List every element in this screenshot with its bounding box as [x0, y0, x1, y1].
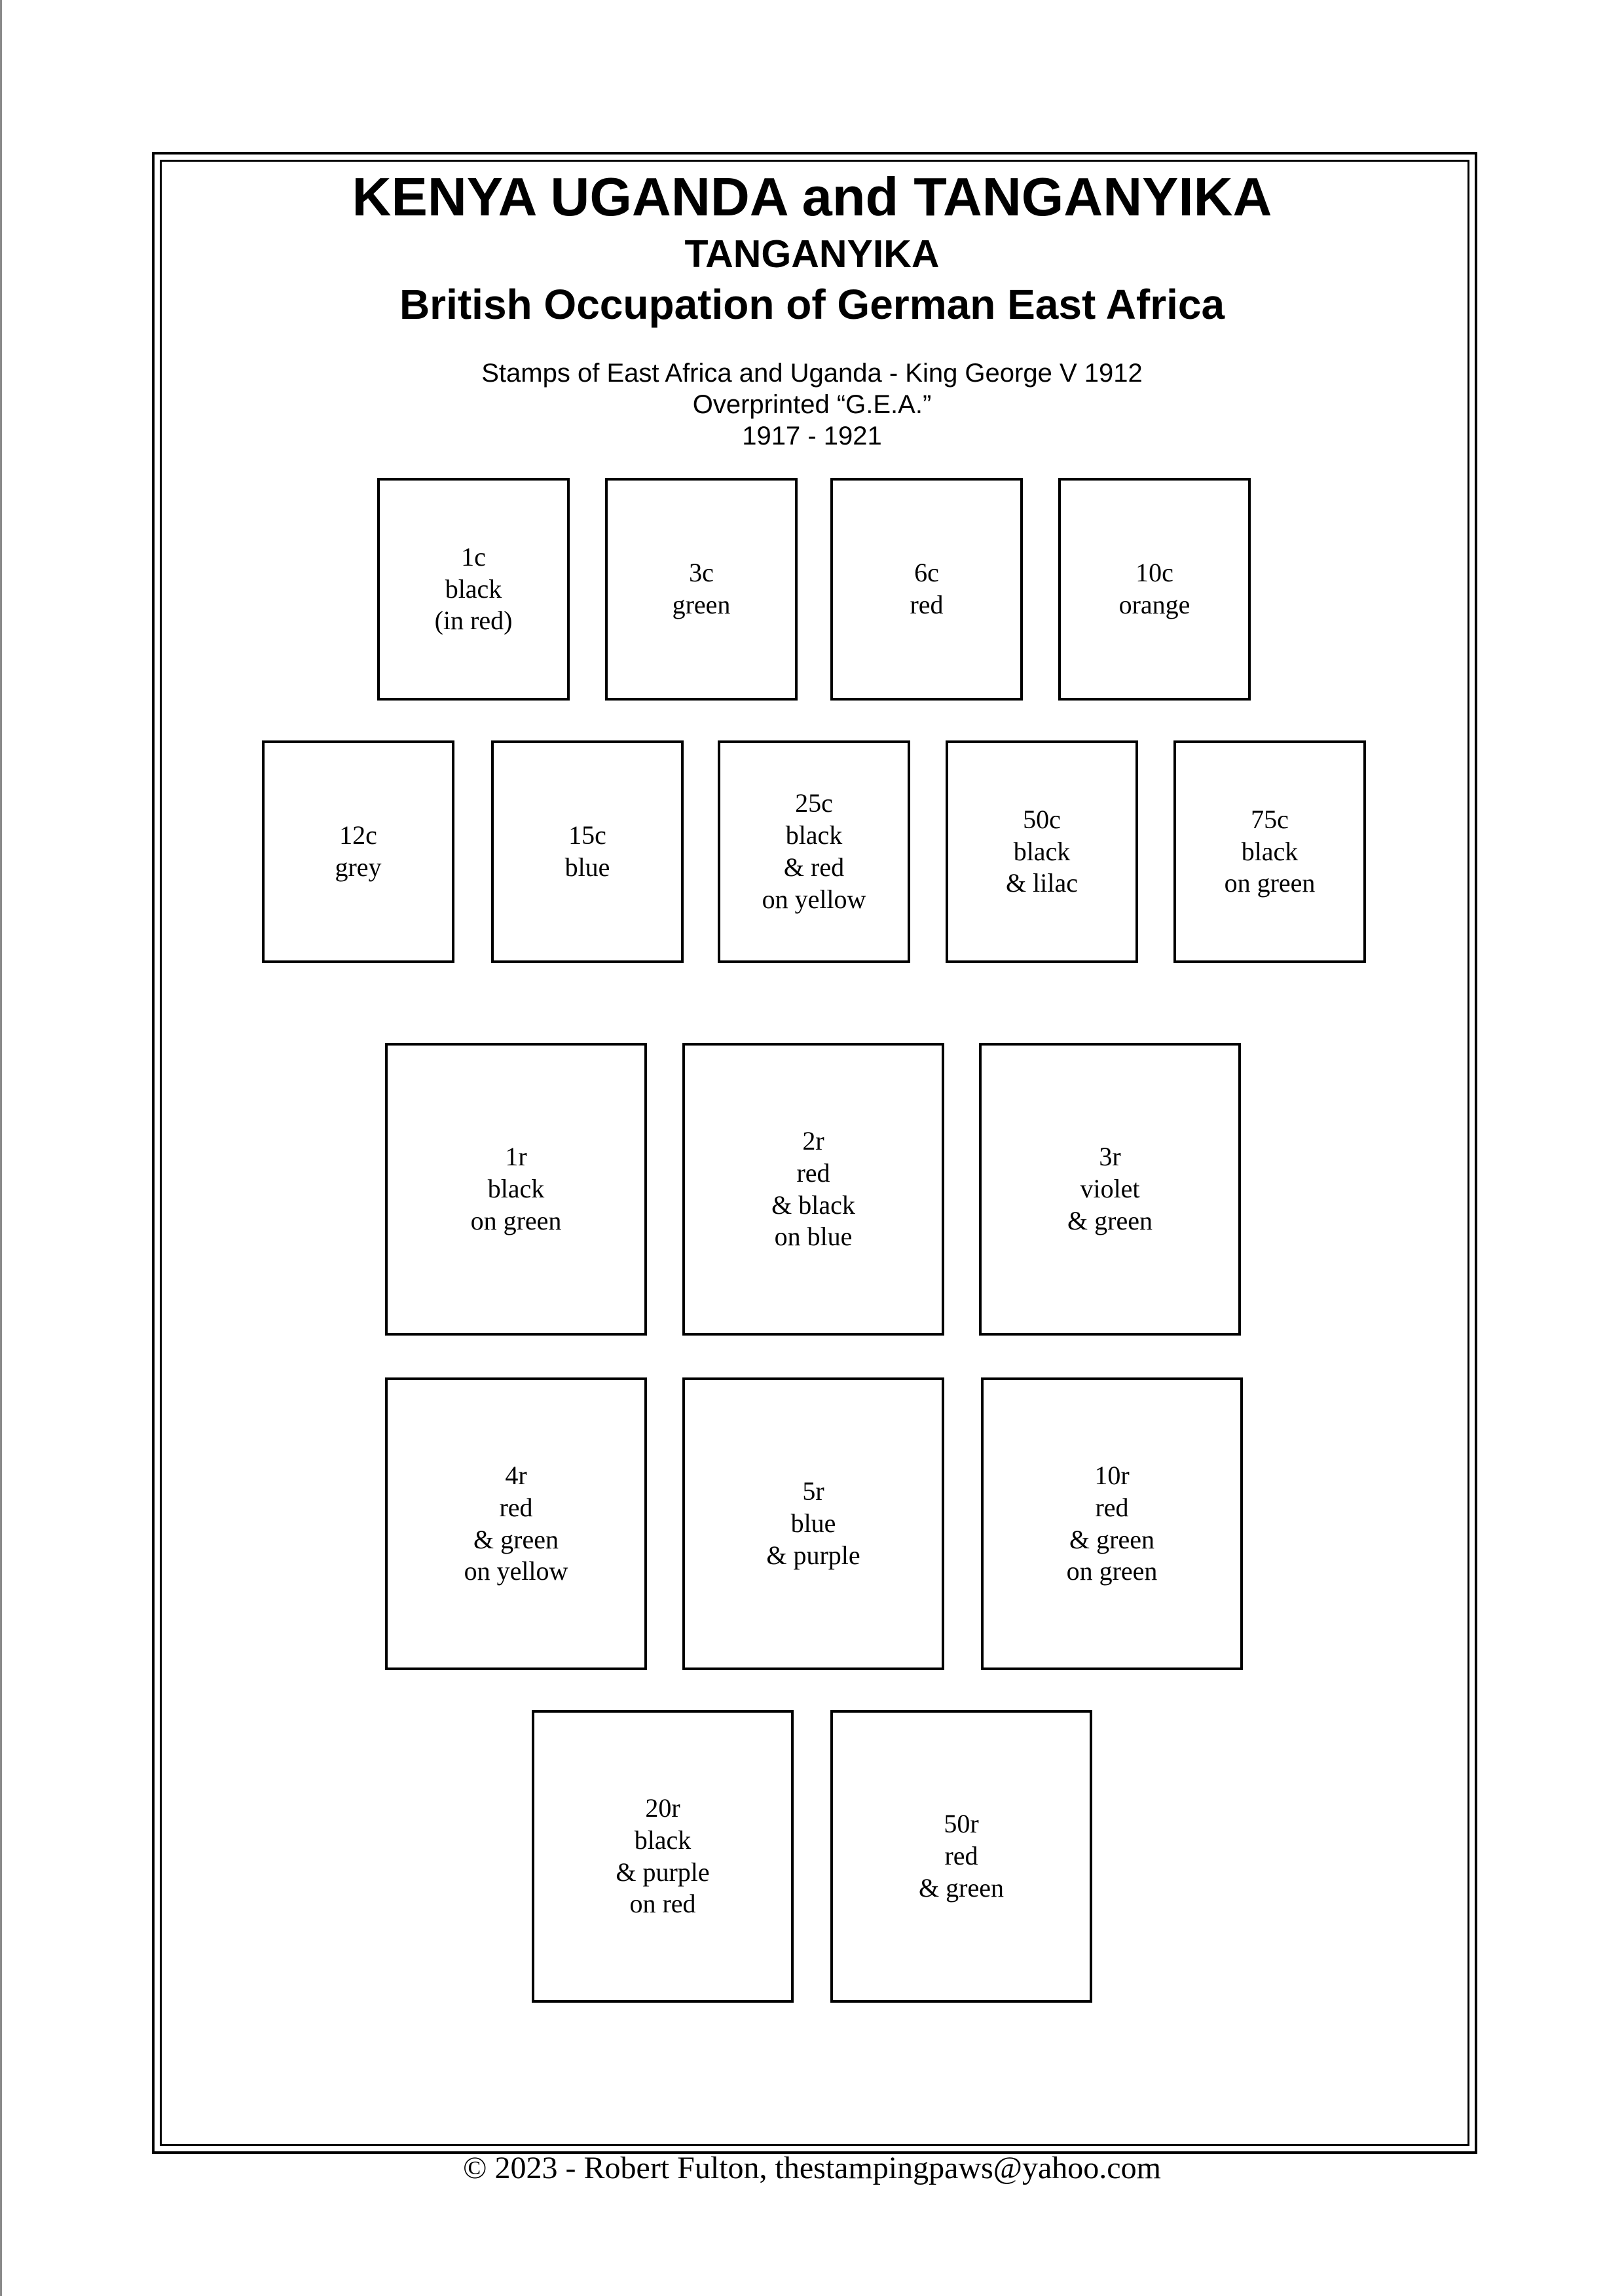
- description-line: 1917 - 1921: [742, 422, 882, 450]
- section-heading: British Occupation of German East Africa: [399, 281, 1225, 328]
- stamp-label-line: 10r: [1094, 1460, 1130, 1490]
- stamp-label-line: on green: [470, 1205, 562, 1235]
- stamp-label-line: 3r: [1099, 1142, 1121, 1172]
- stamp-label-line: black: [1241, 836, 1299, 866]
- stamp-label-line: & purple: [616, 1857, 710, 1887]
- stamp-label-line: 1c: [461, 541, 486, 572]
- stamp-space: [377, 478, 570, 701]
- stamp-space: [981, 1377, 1243, 1670]
- stamp-label-line: 6c: [914, 558, 939, 588]
- stamp-space: [1058, 478, 1251, 701]
- page-title: KENYA UGANDA and TANGANYIKA: [352, 166, 1272, 227]
- stamp-label-line: 50r: [944, 1809, 979, 1839]
- stamp-space: [1173, 740, 1366, 963]
- stamp-label-line: 5r: [802, 1476, 824, 1506]
- stamp-label-line: black: [1013, 836, 1071, 866]
- stamp-space: [682, 1043, 944, 1336]
- stamp-label-line: 15c: [568, 820, 606, 850]
- stamp-label-line: & green: [473, 1524, 559, 1554]
- stamp-label-line: grey: [335, 852, 382, 882]
- stamp-label-line: black: [634, 1825, 692, 1855]
- stamp-space: [682, 1377, 944, 1670]
- stamp-space: [532, 1710, 794, 2003]
- stamp-label-line: 20r: [645, 1793, 680, 1823]
- stamp-label-line: 25c: [795, 788, 833, 818]
- stamp-label-line: & black: [771, 1190, 855, 1220]
- stamp-label-line: & red: [783, 852, 845, 882]
- stamp-space: [262, 740, 454, 963]
- stamp-label-line: green: [672, 590, 731, 619]
- stamp-label-line: black: [785, 820, 843, 850]
- stamp-label-line: red: [944, 1841, 978, 1871]
- stamp-label-line: red: [1095, 1492, 1129, 1522]
- page-edge: [0, 0, 2, 2296]
- stamp-space: [385, 1377, 647, 1670]
- stamp-space: [385, 1043, 647, 1336]
- stamp-label-line: 12c: [339, 820, 377, 850]
- stamp-label-line: violet: [1080, 1174, 1140, 1204]
- stamp-label-line: red: [499, 1492, 533, 1522]
- stamp-label-line: & green: [1069, 1524, 1154, 1554]
- stamp-label-line: blue: [790, 1508, 836, 1539]
- stamp-label-line: black: [445, 574, 502, 604]
- stamp-label-line: on yellow: [464, 1556, 568, 1586]
- stamp-space: [605, 478, 798, 701]
- stamp-label-line: 2r: [802, 1125, 824, 1156]
- stamp-label-line: blue: [564, 852, 610, 882]
- stamp-space: [718, 740, 910, 963]
- stamp-label-line: & lilac: [1006, 868, 1078, 898]
- stamp-label-line: & purple: [766, 1540, 860, 1570]
- stamp-label-line: 10c: [1135, 558, 1173, 588]
- stamp-label-line: 4r: [505, 1460, 527, 1490]
- stamp-label-line: 50c: [1023, 804, 1061, 834]
- stamp-space: [830, 478, 1023, 701]
- stamp-label-line: & green: [919, 1872, 1004, 1903]
- stamp-space: [830, 1710, 1092, 2003]
- description-line: Stamps of East Africa and Uganda - King George V 1912: [481, 359, 1143, 388]
- stamp-label-line: (in red): [434, 606, 513, 636]
- stamp-space: [946, 740, 1138, 963]
- stamp-space: [491, 740, 684, 963]
- stamp-label-line: red: [910, 590, 944, 619]
- stamp-label-line: 75c: [1251, 804, 1289, 834]
- stamp-label-line: on red: [629, 1889, 696, 1919]
- stamp-label-line: on blue: [774, 1222, 853, 1252]
- stamp-label-line: 3c: [689, 558, 714, 588]
- stamp-label-line: black: [487, 1174, 545, 1204]
- stamp-label-line: on green: [1066, 1556, 1158, 1586]
- description-line: Overprinted “G.E.A.”: [692, 390, 932, 419]
- stamp-label-line: on green: [1224, 868, 1316, 898]
- stamp-space: [979, 1043, 1241, 1336]
- copyright-footer: © 2023 - Robert Fulton, thestampingpaws@yahoo.com: [463, 2151, 1161, 2185]
- page-subtitle: TANGANYIKA: [684, 232, 940, 276]
- stamp-label-line: & green: [1067, 1205, 1153, 1235]
- stamp-label-line: 1r: [505, 1142, 527, 1172]
- stamp-label-line: on yellow: [762, 884, 866, 914]
- stamp-label-line: orange: [1118, 590, 1190, 619]
- stamp-label-line: red: [796, 1157, 830, 1188]
